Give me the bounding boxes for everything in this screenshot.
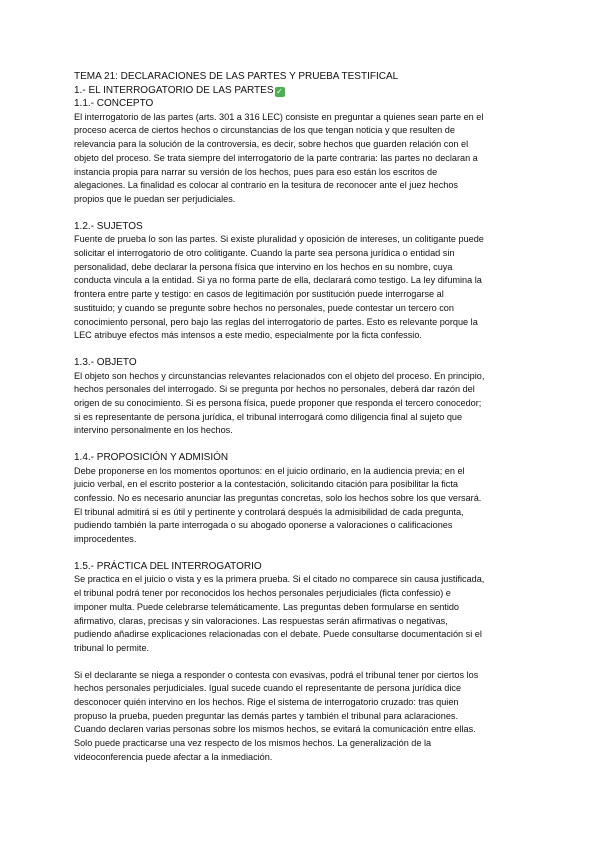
text-line: intervino personalmente en los hechos. <box>74 425 233 436</box>
text-line: frontera entre parte y testigo: en casos de legitimación por sustitución puede interrogarse al <box>74 289 444 300</box>
text-line: sustituido; y cuando se pregunte sobre hechos no personales, puede contestar un tercero con <box>74 302 454 313</box>
text-line: conocimiento personal, pero bajo las reglas del interrogatorio de partes. Esto es relevante porque la <box>74 316 478 327</box>
text-line: El interrogatorio de las partes (arts. 301 a 316 LEC) consiste en preguntar a quienes sean parte en el <box>74 111 484 122</box>
text-line: proceso acerca de ciertos hechos o circunstancias de los que tengan noticia y que resulten de <box>74 125 455 136</box>
text-line: Fuente de prueba lo son las partes. Si existe pluralidad y oposición de intereses, un colitigante puede <box>74 234 484 245</box>
section-heading <box>74 84 530 98</box>
text-line: si es representante de persona jurídica, el tribunal interrogará como diligencia final al sujeto que <box>74 411 463 422</box>
text-line: el tribunal podrá tener por reconocidos los hechos personales perjudiciales (ficta confessio) e <box>74 588 451 599</box>
paragraph-proposicion <box>74 465 530 547</box>
text-line: origen de su conocimiento. Si es persona física, puede proponer que responda el tercero conocedor; <box>74 397 482 408</box>
text-line: pudiendo añadirse explicaciones relacionadas con el debate. Puede consultarse documentación si el <box>74 629 482 640</box>
text-line: juicio verbal, en el escrito posterior a la contestación, solicitando citación para posibilitar la ficta <box>74 479 458 490</box>
text-line: Solo puede practicarse una vez respecto de los mismos hechos. La generalización de la <box>74 738 432 749</box>
paragraph-practica <box>74 573 530 655</box>
text-line: solicitar el interrogatorio de otro colitigante. Cuando la parte sea persona jurídica o entidad sin <box>74 248 455 258</box>
text-line: improcedentes. <box>74 534 137 545</box>
text-line: desconocer quién intervino en los hechos. Rige el sistema de interrogatorio cruzado: tras quien <box>74 697 459 708</box>
text-line: confessio. No es necesario anunciar las preguntas concretas, solo los hechos sobre los que versará. <box>74 493 482 504</box>
subsection-heading-concepto: 1.1.- CONCEPTO <box>74 98 154 110</box>
text-line: El tribunal admitirá si es útil y pertinente y controlará después la admisibilidad de cada pregunta, <box>74 506 464 517</box>
text-line: relevancia para la solución de la controversia, es decir, sobre hechos que guarden relación con el <box>74 139 469 150</box>
text-line: hechos personales perjudiciales. Igual sucede cuando el representante de persona jurídica dice <box>74 683 462 694</box>
text-line: conducta vincula a la entidad. Si ya no forma parte de ella, declarará como testigo. La ley difumina la <box>74 275 482 286</box>
subsection-heading-practica: 1.5.- PRÁCTICA DEL INTERROGATORIO <box>74 560 262 572</box>
subsection-heading-sujetos: 1.2.- SUJETOS <box>74 220 143 232</box>
paragraph-sujetos <box>74 233 530 343</box>
text-line: Debe proponerse en los momentos oportunos: en el juicio ordinario, en la audiencia previa; en el <box>74 465 465 476</box>
text-line: propios que le puedan ser perjudiciales. <box>74 194 236 204</box>
paragraph-practica-continuacion <box>74 669 530 765</box>
paragraph-objeto <box>74 370 530 439</box>
check-mark-icon: ✓ <box>276 86 283 96</box>
text-line: El objeto son hechos y circunstancias relevantes relacionados con el objeto del proceso. En principio, <box>74 370 485 381</box>
text-line: imponer multa. Puede celebrarse telemáticamente. Las preguntas deben formularse en sentido <box>74 601 459 612</box>
text-line: tribunal lo permite. <box>74 642 150 653</box>
subsection-heading-proposicion: 1.4.- PROPOSICIÓN Y ADMISIÓN <box>74 452 229 464</box>
text-line: instancia propia para narrar su versión de los hechos, pues para eso están los escritos de <box>74 166 438 177</box>
document-title: TEMA 21: DECLARACIONES DE LAS PARTES Y PRUEBA TESTIFICAL <box>74 71 399 82</box>
text-line: alegaciones. La finalidad es colocar al contrario en la tesitura de reconocer ante el juez hechos <box>74 180 458 191</box>
text-line: propuso la prueba, pueden preguntar las demás partes y también el tribunal para aclaraciones. <box>74 710 458 721</box>
text-line: Si el declarante se niega a responder o contesta con evasivas, podrá el tribunal tener por ciertos los <box>74 669 479 680</box>
text-line: videoconferencia puede afectar a la inmediación. <box>74 751 273 762</box>
text-line: personalidad, debe declarar la persona física que intervino en los hechos en su nombre, cuya <box>74 261 453 272</box>
text-line: afirmativo, claras, precisas y sin valoraciones. Las respuestas serán afirmativas o negativas, <box>74 615 448 626</box>
text-line: Se practica en el juicio o vista y es la primera prueba. Si el citado no comparece sin causa justificada, <box>74 574 485 585</box>
text-line: LEC atribuye efectos más intensos a este medio, especialmente por la ficta confessio. <box>74 330 422 341</box>
text-line: Cuando declaren varias personas sobre los mismos hechos, se evitará la comunicación entre ellas. <box>74 724 476 735</box>
text-line: hechos personales del interrogado. Si se pregunta por hechos no personales, deberá dar razón del <box>74 384 475 395</box>
text-line: pudiendo también la parte interrogada o su abogado oponerse a valoraciones o calificaciones <box>74 520 453 531</box>
subsection-heading-objeto: 1.3.- OBJETO <box>74 356 137 368</box>
text-line: objeto del proceso. Se trata siempre del interrogatorio de la parte contraria: las partes no declaran a <box>74 152 478 163</box>
paragraph-concepto <box>74 111 530 207</box>
section-heading-text: 1.- EL INTERROGATORIO DE LAS PARTES <box>74 84 274 96</box>
